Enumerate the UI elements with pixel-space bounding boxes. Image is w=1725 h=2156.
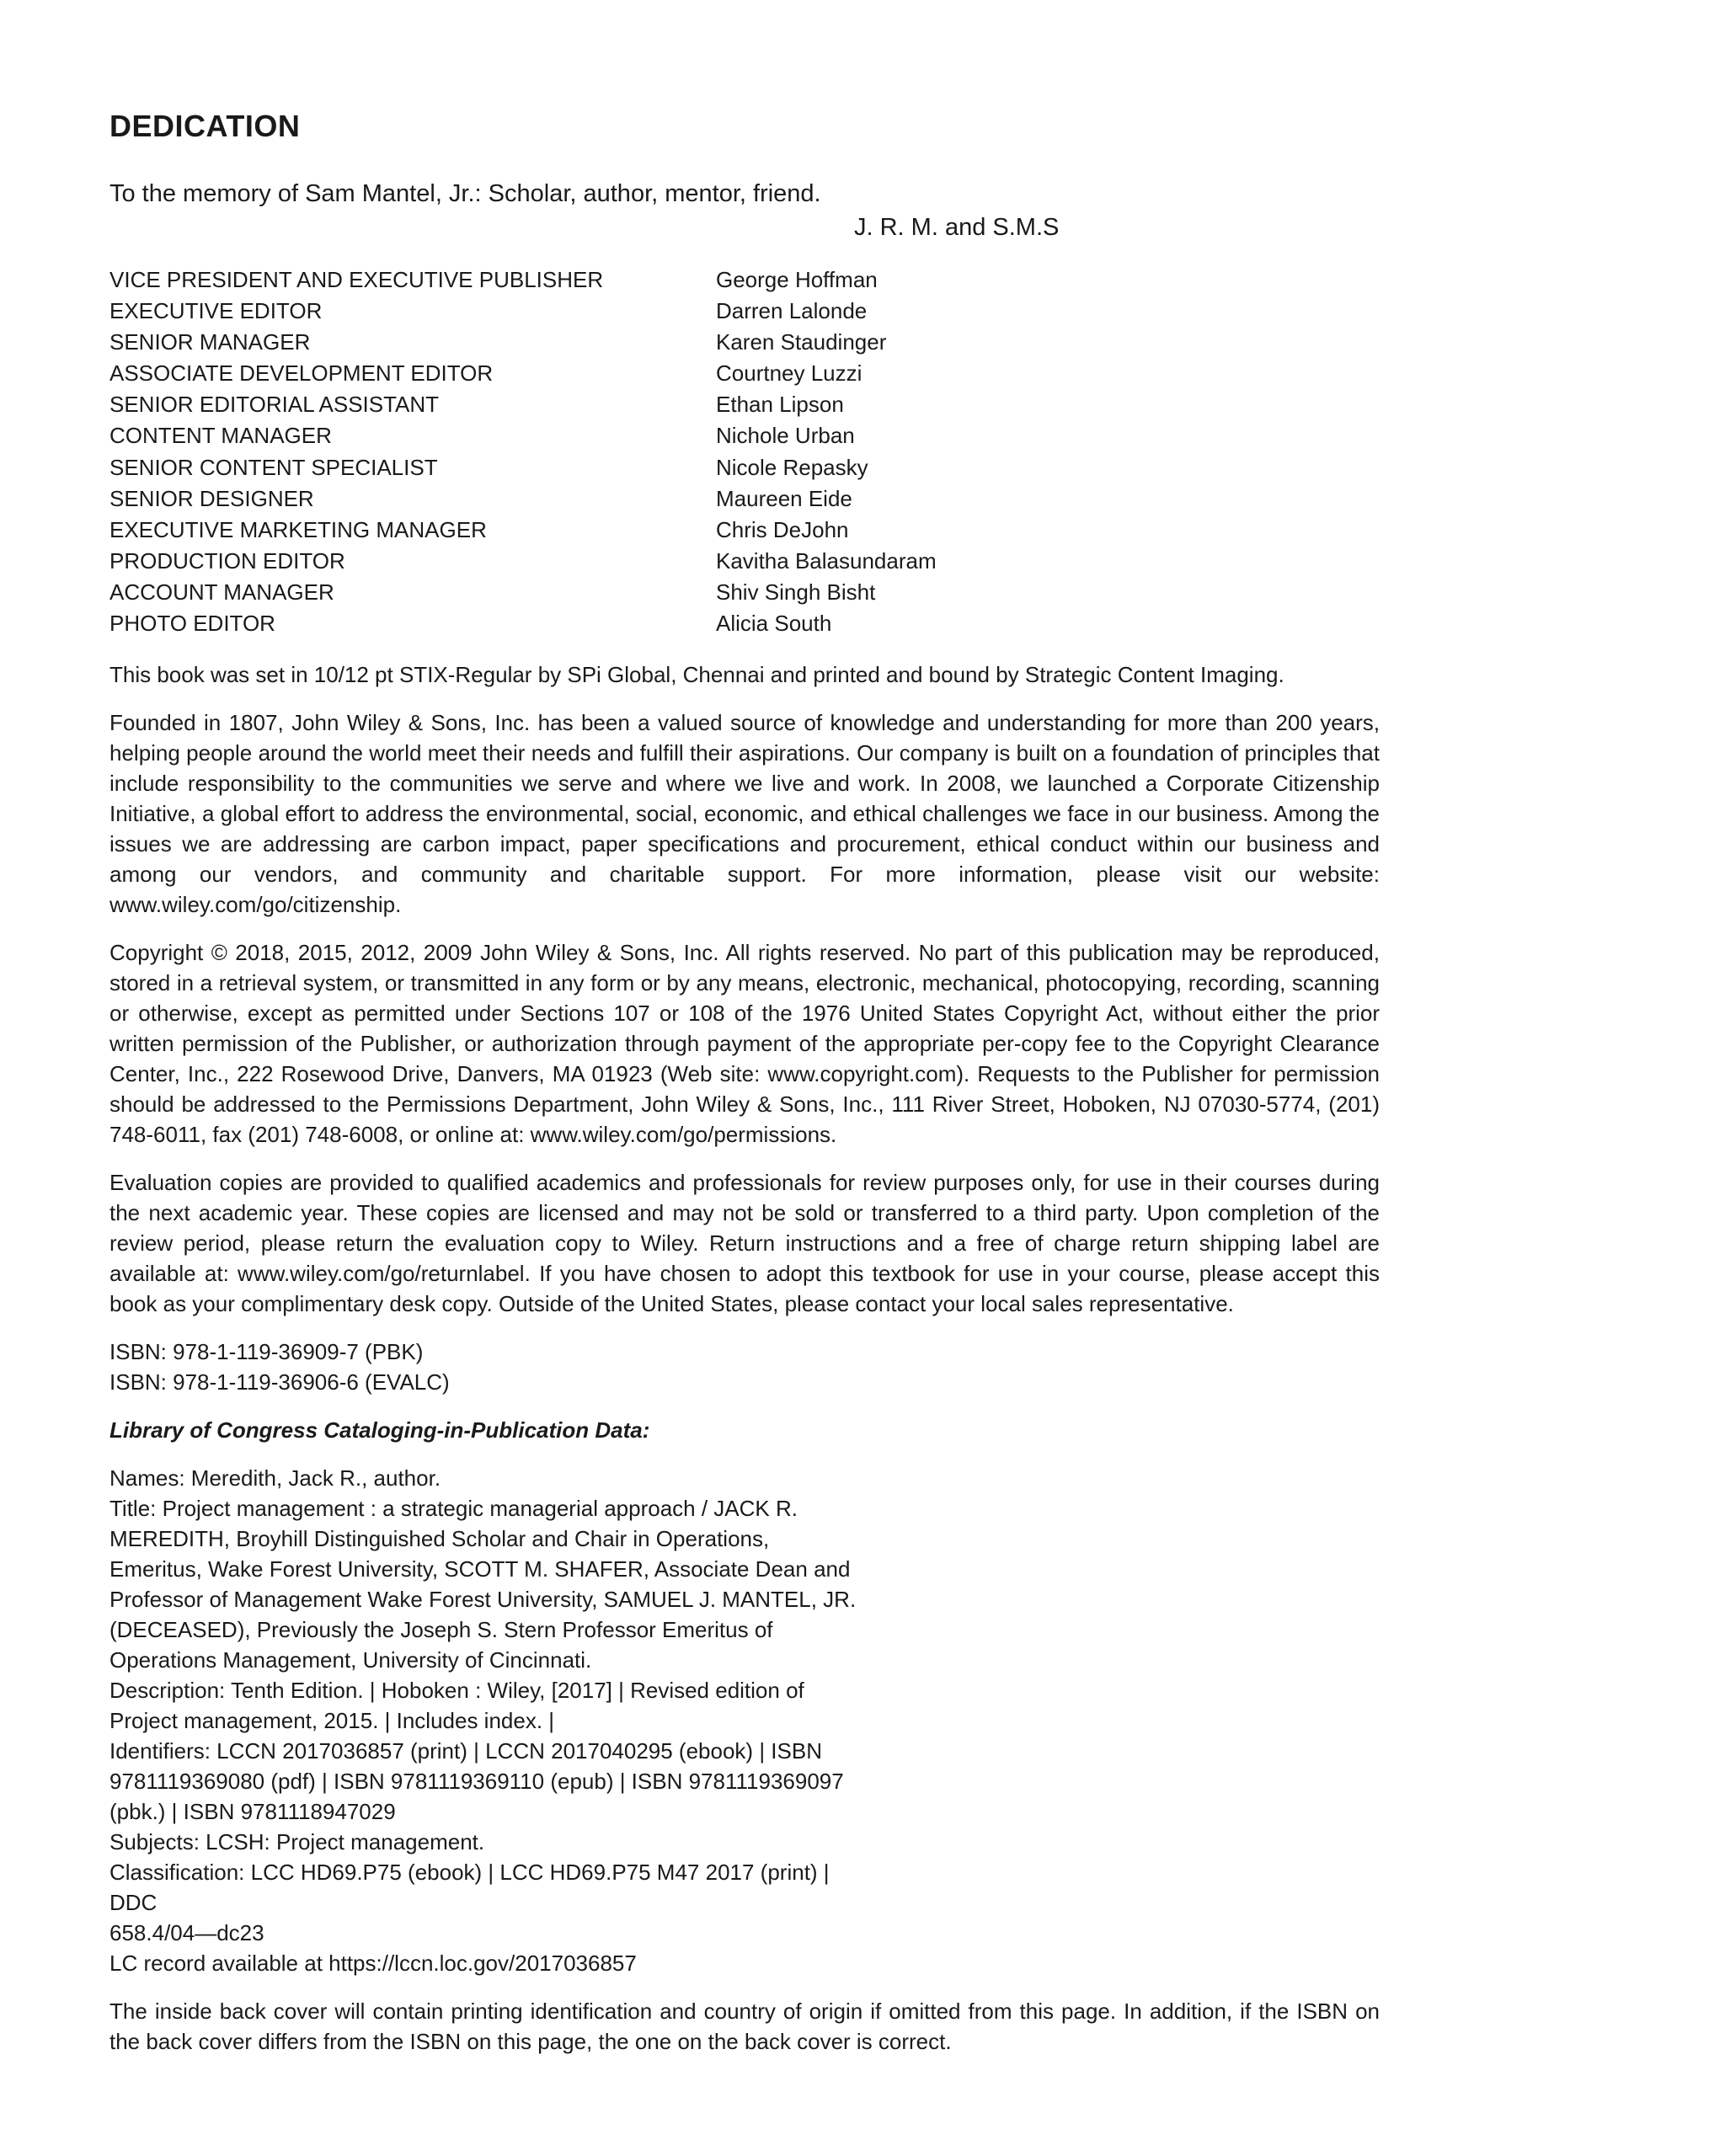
cip-line: MEREDITH, Broyhill Distinguished Scholar and Chair in Operations, xyxy=(109,1526,770,1552)
cip-block xyxy=(109,1463,872,1978)
staff-row xyxy=(109,452,1380,483)
staff-name: Karen Staudinger xyxy=(716,329,887,355)
cip-line: Operations Management, University of Cincinnati. xyxy=(109,1647,592,1673)
staff-role: PRODUCTION EDITOR xyxy=(109,547,345,574)
staff-row xyxy=(109,608,1380,639)
cip-line: Project management, 2015. | Includes index. | xyxy=(109,1708,555,1734)
cip-line: Professor of Management Wake Forest University, SAMUEL J. MANTEL, JR. xyxy=(109,1587,857,1613)
staff-role: ACCOUNT MANAGER xyxy=(109,579,334,605)
isbn-line: ISBN: 978-1-119-36906-6 (EVALC) xyxy=(109,1369,450,1396)
staff-name: Ethan Lipson xyxy=(716,392,844,418)
staff-row xyxy=(109,420,1380,451)
staff-row xyxy=(109,483,1380,515)
dedication-signature: J. R. M. and S.M.S xyxy=(854,214,1060,241)
isbn-list xyxy=(109,1337,1380,1397)
staff-row xyxy=(109,327,1380,358)
staff-row xyxy=(109,577,1380,608)
isbn-line: ISBN: 978-1-119-36909-7 (PBK) xyxy=(109,1339,424,1365)
staff-row xyxy=(109,264,1380,296)
staff-name: Nicole Repasky xyxy=(716,454,868,480)
staff-name: Nichole Urban xyxy=(716,423,855,449)
staff-role: ASSOCIATE DEVELOPMENT EDITOR xyxy=(109,360,494,387)
staff-name: Courtney Luzzi xyxy=(716,360,862,387)
dedication-text: To the memory of Sam Mantel, Jr.: Scholar, author, mentor, friend. xyxy=(109,180,821,207)
cip-line: 9781119369080 (pdf) | ISBN 9781119369110 (epub) | ISBN 9781119369097 xyxy=(109,1769,844,1795)
cip-line: (DECEASED), Previously the Joseph S. Stern Professor Emeritus of xyxy=(109,1617,773,1643)
staff-role: CONTENT MANAGER xyxy=(109,423,332,449)
copyright-paragraph: Copyright © 2018, 2015, 2012, 2009 John Wiley & Sons, Inc. All rights reserved. No part of this publication may be reproduced, stored in a retrieval system, or transmitted in any form or by any means, electronic, mechanical, photocopying, recording, scanning or otherwise, except as permitted under Sections 107 or 108 of the 1976 United States Copyright Act, without either the prior written permission of the Publisher, or authorization through payment of the appropriate per-copy fee to the Copyright Clearance Center, Inc., 222 Rosewood Drive, Danvers, MA 01923 (Web site: www.copyright.com). Requests to the Publisher for permission should be addressed to the Permissions Department, John Wiley & Sons, Inc., 111 River Street, Hoboken, NJ 07030-5774, (201) 748-6011, fax (201) 748-6008, or online at: www.wiley.com/go/permissions. xyxy=(109,940,1380,1148)
cip-line: Names: Meredith, Jack R., author. xyxy=(109,1465,441,1492)
cip-line: LC record available at https://lccn.loc.gov/2017036857 xyxy=(109,1951,637,1977)
dedication-heading: DEDICATION xyxy=(109,109,301,143)
staff-row xyxy=(109,515,1380,546)
cip-line: 658.4/04—dc23 xyxy=(109,1920,264,1946)
staff-role: SENIOR CONTENT SPECIALIST xyxy=(109,454,438,480)
cip-line: Emeritus, Wake Forest University, SCOTT M. SHAFER, Associate Dean and xyxy=(109,1556,851,1582)
back-cover-paragraph: The inside back cover will contain printing identification and country of origin if omitted from this page. In addition, if the ISBN on the back cover differs from the ISBN on this page, the one on the back cover is correct. xyxy=(109,1999,1380,2055)
staff-role: VICE PRESIDENT AND EXECUTIVE PUBLISHER xyxy=(109,267,604,292)
founded-paragraph: Founded in 1807, John Wiley & Sons, Inc. has been a valued source of knowledge and understanding for more than 200 years, helping people around the world meet their needs and fulfill their aspirations. Our company is built on a foundation of principles that include responsibility to the communities we serve and where we live and work. In 2008, we launched a Corporate Citizenship Initiative, a global effort to address the environmental, social, economic, and ethical challenges we face in our business. Among the issues we are addressing are carbon impact, paper specifications and procurement, ethical conduct within our business and among our vendors, and community and charitable support. For more information, please visit our website: www.wiley.com/go/citizenship. xyxy=(109,710,1380,918)
staff-name: Darren Lalonde xyxy=(716,298,868,324)
cip-line: Subjects: LCSH: Project management. xyxy=(109,1829,485,1855)
staff-role: PHOTO EDITOR xyxy=(109,611,275,637)
typesetting-note: This book was set in 10/12 pt STIX-Regular by SPi Global, Chennai and printed and bound by Strategic Content Imaging. xyxy=(109,662,1284,688)
staff-row xyxy=(109,389,1380,420)
staff-role: EXECUTIVE EDITOR xyxy=(109,298,323,324)
staff-name: Maureen Eide xyxy=(716,485,852,511)
staff-list xyxy=(109,264,1380,639)
evaluation-paragraph: Evaluation copies are provided to qualified academics and professionals for review purposes only, for use in their courses during the next academic year. These copies are licensed and may not be sold or transferred to a third party. Upon completion of the review period, please return the evaluation copy to Wiley. Return instructions and a free of charge return shipping label are available at: www.wiley.com/go/returnlabel. If you have chosen to adopt this textbook for use in your course, please accept this book as your complimentary desk copy. Outside of the United States, please contact your local sales representative. xyxy=(109,1170,1380,1317)
staff-name: George Hoffman xyxy=(716,267,878,292)
staff-row xyxy=(109,546,1380,577)
cip-line: Description: Tenth Edition. | Hoboken : Wiley, [2017] | Revised edition of xyxy=(109,1678,804,1704)
staff-row xyxy=(109,358,1380,389)
staff-name: Shiv Singh Bisht xyxy=(716,579,876,605)
staff-role: SENIOR MANAGER xyxy=(109,329,311,355)
cip-line: Title: Project management : a strategic managerial approach / JACK R. xyxy=(109,1496,798,1522)
cip-line: (pbk.) | ISBN 9781118947029 xyxy=(109,1799,396,1825)
lccip-heading: Library of Congress Cataloging-in-Publication Data: xyxy=(109,1417,650,1444)
staff-role: EXECUTIVE MARKETING MANAGER xyxy=(109,516,487,542)
staff-row xyxy=(109,296,1380,327)
staff-role: SENIOR DESIGNER xyxy=(109,485,314,511)
staff-name: Chris DeJohn xyxy=(716,516,849,542)
cip-line: Classification: LCC HD69.P75 (ebook) | LCC HD69.P75 M47 2017 (print) | DDC xyxy=(109,1860,830,1916)
staff-name: Alicia South xyxy=(716,611,832,637)
cip-line: Identifiers: LCCN 2017036857 (print) | LCCN 2017040295 (ebook) | ISBN xyxy=(109,1738,822,1764)
staff-name: Kavitha Balasundaram xyxy=(716,547,937,574)
staff-role: SENIOR EDITORIAL ASSISTANT xyxy=(109,392,440,418)
copyright-page xyxy=(109,108,1380,2057)
